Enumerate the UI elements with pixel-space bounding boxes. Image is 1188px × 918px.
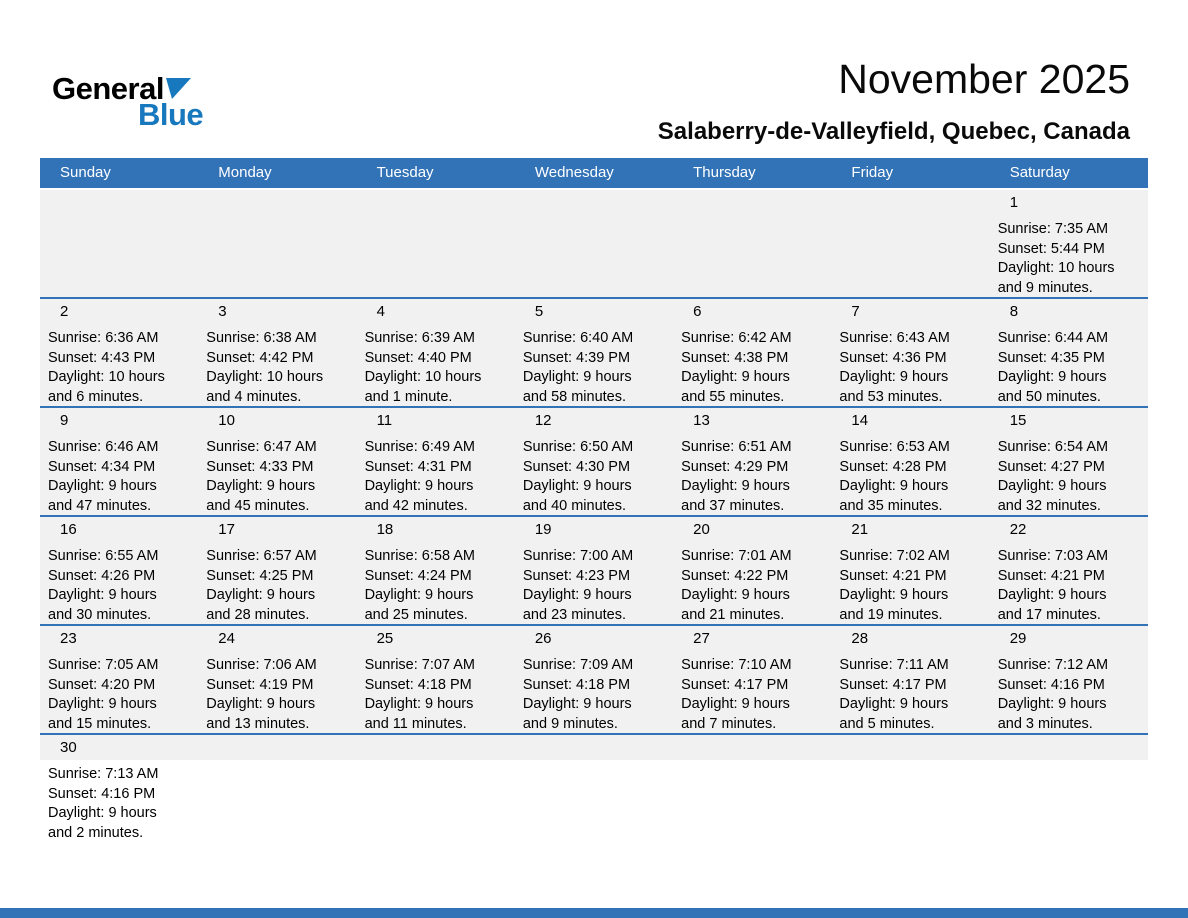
day-cell: [990, 408, 1148, 515]
daylight-minutes-text: and 40 minutes.: [522, 497, 627, 514]
daylight-hours-text: Daylight: 9 hours: [839, 587, 949, 603]
day-info: [515, 329, 670, 406]
day-number: 21: [851, 521, 869, 538]
general-blue-logo: [52, 71, 204, 132]
day-number: 20: [693, 521, 710, 538]
sunrise-text: Sunrise: 7:02 AM: [839, 548, 950, 564]
daylight-hours-text: Daylight: 9 hours: [839, 696, 949, 712]
day-number: 17: [218, 521, 235, 538]
day-cell: [40, 299, 198, 406]
empty-day-cell: [198, 190, 356, 297]
day-info: [357, 547, 512, 624]
empty-day-cell: [831, 190, 989, 297]
sunrise-text: Sunrise: 6:39 AM: [364, 330, 475, 346]
empty-day-cell: [515, 190, 673, 297]
daylight-hours-text: Daylight: 9 hours: [206, 478, 316, 494]
daylight-minutes-text: and 7 minutes.: [681, 715, 777, 732]
day-info: [40, 547, 195, 624]
day-number: 23: [60, 630, 77, 647]
weekday-header-row: [40, 158, 1148, 188]
daylight-minutes-text: and 47 minutes.: [48, 497, 152, 514]
day-number: 4: [376, 303, 385, 320]
sunrise-text: Sunrise: 6:44 AM: [997, 330, 1109, 346]
day-info: [515, 547, 670, 624]
daylight-hours-text: Daylight: 9 hours: [522, 478, 632, 494]
sunset-text: Sunset: 4:35 PM: [997, 349, 1105, 366]
sunrise-text: Sunrise: 6:54 AM: [997, 439, 1109, 455]
calendar-body: [40, 188, 1148, 867]
day-info: [673, 329, 828, 406]
daylight-minutes-text: and 42 minutes.: [364, 497, 468, 514]
daylight-hours-text: Daylight: 9 hours: [681, 587, 790, 603]
sunrise-text: Sunrise: 6:46 AM: [48, 439, 159, 455]
day-info: [673, 438, 828, 515]
sunset-text: Sunset: 4:26 PM: [48, 567, 156, 584]
day-number: 16: [60, 521, 77, 538]
sunset-text: Sunset: 4:16 PM: [997, 676, 1105, 693]
empty-day-cell: [198, 735, 356, 867]
sunrise-text: Sunrise: 6:50 AM: [522, 439, 634, 455]
sunset-text: Sunset: 4:34 PM: [48, 458, 156, 475]
daylight-minutes-text: and 25 minutes.: [364, 606, 468, 623]
daylight-hours-text: Daylight: 9 hours: [48, 696, 157, 712]
daylight-minutes-text: and 50 minutes.: [997, 388, 1101, 405]
sunrise-text: Sunrise: 6:42 AM: [681, 330, 792, 346]
daylight-hours-text: Daylight: 9 hours: [206, 587, 316, 603]
day-cell: [673, 517, 831, 624]
sunset-text: Sunset: 4:25 PM: [206, 567, 314, 584]
empty-day-cell: [357, 190, 515, 297]
day-cell: [831, 408, 989, 515]
day-cell: [673, 626, 831, 733]
daylight-hours-text: Daylight: 10 hours: [997, 260, 1115, 276]
day-cell: [198, 517, 356, 624]
daylight-hours-text: Daylight: 10 hours: [48, 369, 165, 385]
week-row: [40, 406, 1148, 515]
daylight-hours-text: Daylight: 9 hours: [206, 696, 316, 712]
daylight-hours-text: Daylight: 9 hours: [839, 369, 949, 385]
sunset-text: Sunset: 4:39 PM: [522, 349, 631, 366]
sunset-text: Sunset: 4:19 PM: [206, 676, 314, 693]
day-info: [198, 329, 353, 406]
day-cell: [40, 626, 198, 733]
daylight-hours-text: Daylight: 9 hours: [48, 587, 157, 603]
daylight-minutes-text: and 9 minutes.: [997, 279, 1093, 296]
day-number: 22: [1009, 521, 1027, 538]
empty-day-cell: [673, 190, 831, 297]
daylight-minutes-text: and 2 minutes.: [48, 824, 144, 841]
daylight-minutes-text: and 21 minutes.: [681, 606, 785, 623]
day-number: 28: [851, 630, 869, 647]
day-cell: [831, 517, 989, 624]
sunrise-text: Sunrise: 6:47 AM: [206, 439, 317, 455]
sunrise-text: Sunrise: 6:55 AM: [48, 548, 159, 564]
day-number: 15: [1009, 412, 1027, 429]
page-subtitle: Salaberry-de-Valleyfield, Quebec, Canada: [657, 118, 1130, 145]
day-info: [515, 656, 670, 733]
day-cell: [831, 299, 989, 406]
sunrise-text: Sunrise: 7:09 AM: [522, 657, 634, 673]
day-cell: [40, 735, 198, 867]
day-number: 2: [60, 303, 69, 320]
sunrise-text: Sunrise: 7:11 AM: [839, 657, 949, 673]
sunset-text: Sunset: 4:36 PM: [839, 349, 947, 366]
daylight-minutes-text: and 4 minutes.: [206, 388, 302, 405]
daylight-minutes-text: and 9 minutes.: [522, 715, 618, 732]
sunrise-text: Sunrise: 7:03 AM: [997, 548, 1109, 564]
daylight-hours-text: Daylight: 9 hours: [522, 369, 632, 385]
day-info: [198, 547, 353, 624]
weekday-label-monday: Monday: [218, 164, 272, 181]
empty-day-cell: [515, 735, 673, 867]
empty-day-cell: [40, 190, 198, 297]
sunrise-text: Sunrise: 6:36 AM: [48, 330, 159, 346]
day-info: [673, 656, 828, 733]
daylight-hours-text: Daylight: 9 hours: [997, 478, 1107, 494]
day-number: 18: [376, 521, 394, 538]
sunrise-text: Sunrise: 7:05 AM: [48, 657, 159, 673]
day-cell: [515, 299, 673, 406]
sunrise-text: Sunrise: 6:49 AM: [364, 439, 475, 455]
week-row: [40, 297, 1148, 406]
day-number: 1: [1009, 194, 1019, 211]
daylight-hours-text: Daylight: 9 hours: [48, 478, 157, 494]
sunset-text: Sunset: 4:24 PM: [364, 567, 472, 584]
sunset-text: Sunset: 4:27 PM: [997, 458, 1105, 475]
weekday-label-sunday: Sunday: [60, 164, 111, 181]
day-number: 6: [693, 303, 702, 320]
daylight-minutes-text: and 1 minute.: [364, 388, 453, 405]
weekday-label-wednesday: Wednesday: [534, 164, 614, 181]
sunrise-text: Sunrise: 6:38 AM: [206, 330, 317, 346]
daylight-minutes-text: and 28 minutes.: [206, 606, 310, 623]
sunset-text: Sunset: 4:43 PM: [48, 349, 156, 366]
sunrise-text: Sunrise: 7:01 AM: [681, 548, 792, 564]
daylight-minutes-text: and 11 minutes.: [364, 715, 467, 732]
empty-day-cell: [673, 735, 831, 867]
daylight-minutes-text: and 6 minutes.: [48, 388, 144, 405]
sunrise-text: Sunrise: 7:13 AM: [48, 766, 159, 782]
sunrise-text: Sunrise: 7:07 AM: [364, 657, 475, 673]
daylight-minutes-text: and 55 minutes.: [681, 388, 785, 405]
day-info: [990, 656, 1145, 733]
day-info: [673, 547, 828, 624]
day-info: [990, 329, 1145, 406]
daylight-hours-text: Daylight: 10 hours: [364, 369, 482, 385]
daylight-minutes-text: and 3 minutes.: [997, 715, 1093, 732]
daylight-hours-text: Daylight: 9 hours: [997, 696, 1107, 712]
day-cell: [357, 626, 515, 733]
daylight-hours-text: Daylight: 9 hours: [681, 369, 790, 385]
daylight-minutes-text: and 30 minutes.: [48, 606, 152, 623]
day-info: [357, 656, 512, 733]
weekday-label-tuesday: Tuesday: [376, 164, 434, 181]
day-info: [831, 329, 986, 406]
day-number: 19: [534, 521, 552, 538]
weekday-label-thursday: Thursday: [693, 164, 756, 181]
day-number: 3: [218, 303, 227, 320]
day-cell: [198, 299, 356, 406]
empty-day-cell: [831, 735, 989, 867]
daylight-minutes-text: and 53 minutes.: [839, 388, 943, 405]
day-cell: [990, 190, 1148, 297]
daylight-minutes-text: and 15 minutes.: [48, 715, 152, 732]
day-cell: [831, 626, 989, 733]
day-info: [40, 438, 195, 515]
day-cell: [357, 299, 515, 406]
sunrise-text: Sunrise: 6:43 AM: [839, 330, 950, 346]
sunset-text: Sunset: 4:42 PM: [206, 349, 314, 366]
week-row: [40, 733, 1148, 867]
day-info: [831, 438, 986, 515]
day-info: [40, 329, 195, 406]
day-info: [831, 656, 986, 733]
day-info: [40, 765, 195, 843]
daylight-hours-text: Daylight: 9 hours: [997, 369, 1107, 385]
daylight-minutes-text: and 35 minutes.: [839, 497, 943, 514]
day-cell: [990, 626, 1148, 733]
daylight-hours-text: Daylight: 9 hours: [364, 478, 474, 494]
sunrise-text: Sunrise: 7:00 AM: [522, 548, 634, 564]
sunset-text: Sunset: 4:17 PM: [839, 676, 947, 693]
weekday-label-friday: Friday: [851, 164, 894, 181]
day-number: 30: [60, 739, 77, 756]
calendar-table: [40, 158, 1148, 867]
day-info: [990, 220, 1145, 297]
sunset-text: Sunset: 4:21 PM: [997, 567, 1105, 584]
day-cell: [357, 408, 515, 515]
page-title: November 2025: [838, 56, 1130, 102]
day-number: 9: [60, 412, 69, 429]
day-info: [198, 656, 353, 733]
sunset-text: Sunset: 4:16 PM: [48, 785, 156, 802]
daylight-minutes-text: and 19 minutes.: [839, 606, 943, 623]
daylight-hours-text: Daylight: 9 hours: [681, 696, 790, 712]
sunset-text: Sunset: 4:21 PM: [839, 567, 947, 584]
sunset-text: Sunset: 4:17 PM: [681, 676, 789, 693]
day-number: 14: [851, 412, 869, 429]
day-info: [990, 547, 1145, 624]
daylight-minutes-text: and 5 minutes.: [839, 715, 935, 732]
day-info: [198, 438, 353, 515]
day-number: 8: [1009, 303, 1019, 320]
day-number: 29: [1009, 630, 1027, 647]
day-cell: [198, 408, 356, 515]
day-cell: [990, 517, 1148, 624]
day-cell: [40, 408, 198, 515]
day-cell: [198, 626, 356, 733]
logo-text-blue: Blue: [138, 97, 204, 132]
day-number: 27: [693, 630, 710, 647]
sunset-text: Sunset: 4:33 PM: [206, 458, 314, 475]
daylight-hours-text: Daylight: 9 hours: [839, 478, 949, 494]
sunrise-text: Sunrise: 6:53 AM: [839, 439, 950, 455]
daylight-hours-text: Daylight: 9 hours: [364, 696, 474, 712]
daylight-hours-text: Daylight: 9 hours: [681, 478, 790, 494]
day-info: [515, 438, 670, 515]
day-number: 13: [693, 412, 710, 429]
sunset-text: Sunset: 4:18 PM: [364, 676, 472, 693]
empty-day-cell: [357, 735, 515, 867]
daylight-hours-text: Daylight: 9 hours: [997, 587, 1107, 603]
sunset-text: Sunset: 4:29 PM: [681, 458, 789, 475]
sunrise-text: Sunrise: 7:35 AM: [997, 221, 1109, 237]
sunrise-text: Sunrise: 6:57 AM: [206, 548, 317, 564]
sunset-text: Sunset: 4:28 PM: [839, 458, 947, 475]
sunset-text: Sunset: 4:40 PM: [364, 349, 472, 366]
sunset-text: Sunset: 4:30 PM: [522, 458, 631, 475]
daylight-minutes-text: and 45 minutes.: [206, 497, 310, 514]
sunrise-text: Sunrise: 7:06 AM: [206, 657, 317, 673]
day-number: 10: [218, 412, 235, 429]
sunset-text: Sunset: 4:22 PM: [681, 567, 789, 584]
daylight-minutes-text: and 32 minutes.: [997, 497, 1101, 514]
sunset-text: Sunset: 4:20 PM: [48, 676, 156, 693]
daylight-hours-text: Daylight: 9 hours: [364, 587, 474, 603]
day-number: 12: [534, 412, 552, 429]
day-number: 11: [376, 412, 393, 429]
daylight-hours-text: Daylight: 9 hours: [522, 696, 632, 712]
day-cell: [515, 408, 673, 515]
day-number: 26: [534, 630, 552, 647]
daylight-minutes-text: and 58 minutes.: [522, 388, 627, 405]
day-cell: [673, 408, 831, 515]
daylight-minutes-text: and 17 minutes.: [997, 606, 1101, 623]
daylight-hours-text: Daylight: 9 hours: [48, 805, 157, 821]
sunset-text: Sunset: 4:38 PM: [681, 349, 789, 366]
day-number: 25: [376, 630, 394, 647]
sunset-text: Sunset: 5:44 PM: [997, 240, 1105, 257]
weekday-label-saturday: Saturday: [1009, 164, 1070, 181]
day-info: [357, 329, 512, 406]
day-info: [831, 547, 986, 624]
daylight-hours-text: Daylight: 9 hours: [522, 587, 632, 603]
daylight-minutes-text: and 37 minutes.: [681, 497, 785, 514]
day-info: [357, 438, 512, 515]
daylight-minutes-text: and 23 minutes.: [522, 606, 627, 623]
empty-day-cell: [990, 735, 1148, 867]
daylight-hours-text: Daylight: 10 hours: [206, 369, 324, 385]
week-row: [40, 624, 1148, 733]
day-info: [40, 656, 195, 733]
day-info: [990, 438, 1145, 515]
sunset-text: Sunset: 4:31 PM: [364, 458, 472, 475]
week-row: [40, 188, 1148, 297]
logo-text-general: General: [52, 71, 164, 106]
day-number: 7: [851, 303, 860, 320]
sunrise-text: Sunrise: 6:40 AM: [522, 330, 634, 346]
sunrise-text: Sunrise: 7:10 AM: [681, 657, 792, 673]
sunset-text: Sunset: 4:23 PM: [522, 567, 631, 584]
week-row: [40, 515, 1148, 624]
day-cell: [357, 517, 515, 624]
day-cell: [515, 517, 673, 624]
day-cell: [990, 299, 1148, 406]
sunrise-text: Sunrise: 7:12 AM: [997, 657, 1109, 673]
day-cell: [40, 517, 198, 624]
day-number: 24: [218, 630, 235, 647]
daylight-minutes-text: and 13 minutes.: [206, 715, 310, 732]
sunset-text: Sunset: 4:18 PM: [522, 676, 631, 693]
day-cell: [673, 299, 831, 406]
sunrise-text: Sunrise: 6:51 AM: [681, 439, 792, 455]
footer-bar: [0, 908, 1188, 918]
day-cell: [515, 626, 673, 733]
day-number: 5: [534, 303, 544, 320]
sunrise-text: Sunrise: 6:58 AM: [364, 548, 475, 564]
